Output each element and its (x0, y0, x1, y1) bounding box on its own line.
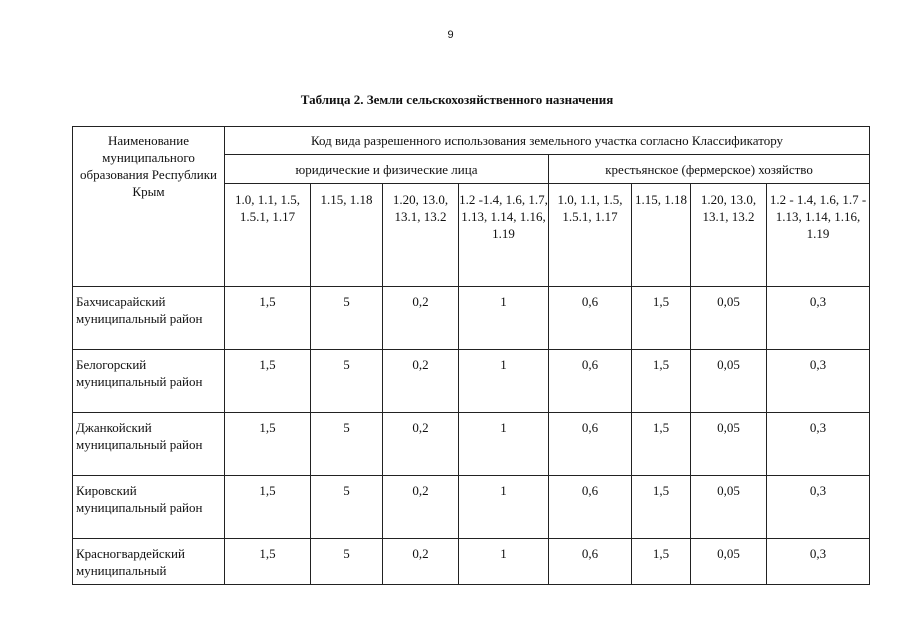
table-cell: 1 (459, 350, 549, 413)
page-number: 9 (447, 29, 454, 41)
table-cell: 1,5 (225, 476, 311, 539)
land-table (72, 126, 870, 585)
municipality-name: Кировский муниципальный район (73, 476, 225, 539)
table-cell: 1 (459, 539, 549, 585)
table-cell: 1,5 (632, 539, 691, 585)
table-cell: 1,5 (632, 350, 691, 413)
table-cell: 0,6 (549, 476, 632, 539)
table-cell: 1,5 (632, 287, 691, 350)
header-row-main (73, 127, 870, 155)
table-cell: 5 (311, 413, 383, 476)
table-cell: 1 (459, 287, 549, 350)
table-cell: 0,3 (767, 350, 870, 413)
table-cell: 0,05 (691, 413, 767, 476)
municipality-name: Красногвардейский муниципальный (73, 539, 225, 585)
table-cell: 0,05 (691, 287, 767, 350)
table-cell: 0,2 (383, 413, 459, 476)
table-cell: 0,6 (549, 287, 632, 350)
table-cell: 0,3 (767, 287, 870, 350)
table-cell: 1,5 (632, 476, 691, 539)
table-cell: 1 (459, 476, 549, 539)
code-header: 1.15, 1.18 (632, 184, 691, 287)
table-row (73, 350, 870, 413)
group-header-farms: крестьянское (фермерское) хозяйство (549, 155, 870, 184)
code-header: 1.15, 1.18 (311, 184, 383, 287)
table-title: Таблица 2. Земли сельскохозяйственного назначения (300, 92, 614, 107)
table-row (73, 287, 870, 350)
code-header: 1.20, 13.0, 13.1, 13.2 (383, 184, 459, 287)
table-cell: 1,5 (632, 413, 691, 476)
table-cell: 0,2 (383, 539, 459, 585)
code-header: 1.20, 13.0, 13.1, 13.2 (691, 184, 767, 287)
municipality-name: Белогорский муниципальный район (73, 350, 225, 413)
table-cell: 0,05 (691, 539, 767, 585)
table-cell: 1,5 (225, 539, 311, 585)
table-cell: 0,3 (767, 476, 870, 539)
table-cell: 0,3 (767, 413, 870, 476)
table-cell: 5 (311, 476, 383, 539)
group-header-legal-persons: юридические и физические лица (225, 155, 549, 184)
code-header: 1.2 -1.4, 1.6, 1.7, 1.13, 1.14, 1.16, 1.19 (459, 184, 549, 287)
table-cell: 0,2 (383, 350, 459, 413)
table-cell: 0,6 (549, 413, 632, 476)
table-row (73, 413, 870, 476)
code-header: 1.0, 1.1, 1.5, 1.5.1, 1.17 (225, 184, 311, 287)
classifier-header: Код вида разрешенного использования земельного участка согласно Классификатору (225, 127, 870, 155)
code-header: 1.2 - 1.4, 1.6, 1.7 - 1.13, 1.14, 1.16, 1.19 (767, 184, 870, 287)
table-cell: 0,6 (549, 350, 632, 413)
table-cell: 5 (311, 287, 383, 350)
table-cell: 5 (311, 539, 383, 585)
code-header: 1.0, 1.1, 1.5, 1.5.1, 1.17 (549, 184, 632, 287)
municipality-name: Джанкойский муниципальный район (73, 413, 225, 476)
table-cell: 1,5 (225, 413, 311, 476)
table-cell: 0,2 (383, 287, 459, 350)
table-cell: 1 (459, 413, 549, 476)
table-cell: 0,3 (767, 539, 870, 585)
table-cell: 5 (311, 350, 383, 413)
table-row (73, 476, 870, 539)
municipality-header: Наименование муниципального образования Республики Крым (73, 127, 225, 287)
municipality-name: Бахчисарайский муниципальный район (73, 287, 225, 350)
table-cell: 1,5 (225, 287, 311, 350)
table-cell: 0,05 (691, 350, 767, 413)
table-cell: 0,6 (549, 539, 632, 585)
table-cell: 0,2 (383, 476, 459, 539)
table-cell: 0,05 (691, 476, 767, 539)
table-row (73, 539, 870, 585)
table-cell: 1,5 (225, 350, 311, 413)
